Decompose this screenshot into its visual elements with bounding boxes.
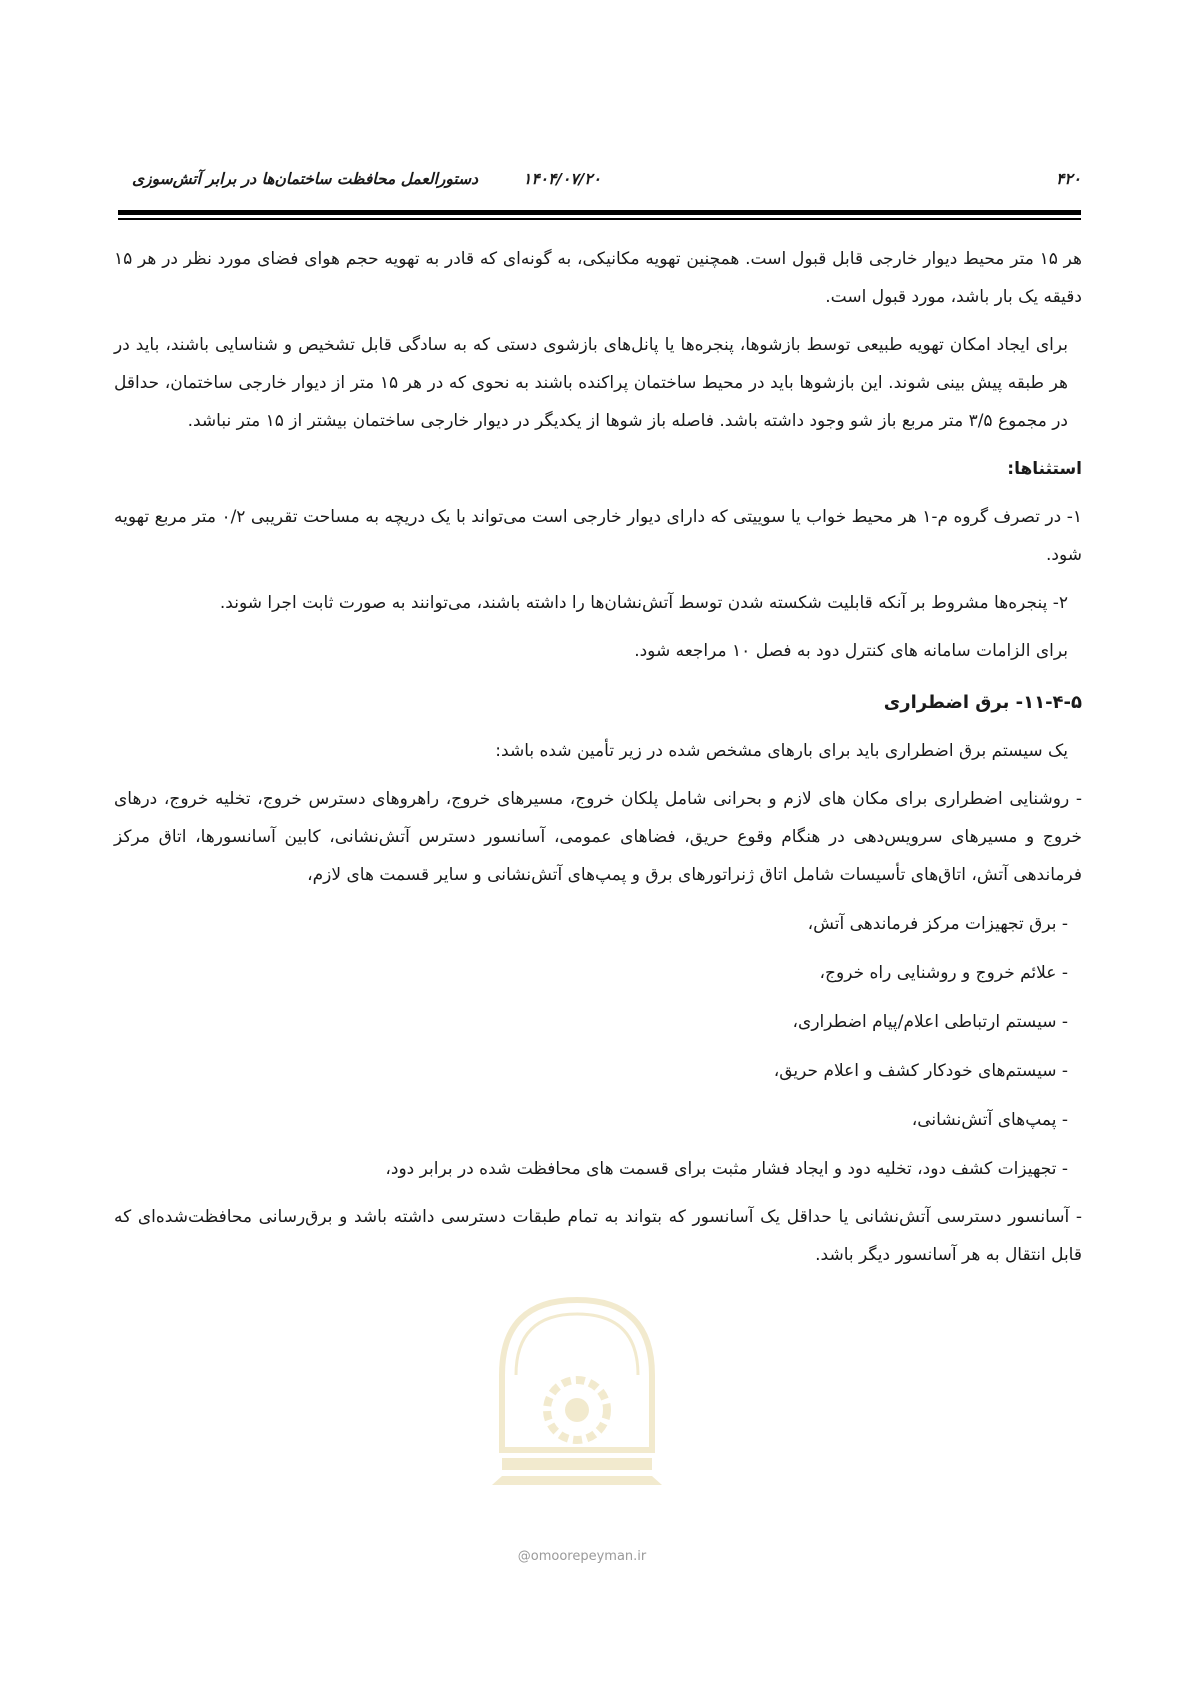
header-rule-thick xyxy=(118,210,1081,215)
paragraph-natural-ventilation: برای ایجاد امکان تهویه طبیعی توسط بازشوها، پنجره‌ها یا پانل‌های بازشوی دستی که به سادگی قابل تشخیص و شناسایی باشند، باید در هر طبقه پیش بینی شوند. این بازشوها باید در محیط ساختمان پراکنده باشند به نحوی که در هر ۱۵ متر از دیوار خارجی ساختمان، حداقل در مجموع ۳/۵ متر مربع باز شو وجود داشته باشد. فاصله باز شوها از یکدیگر در دیوار خارجی ساختمان بیشتر از ۱۵ متر نباشد. xyxy=(114,335,1068,431)
list-item: - برق تجهیزات مرکز فرماندهی آتش، xyxy=(807,914,1068,934)
list-item: - پمپ‌های آتش‌نشانی، xyxy=(911,1110,1068,1130)
emergency-lighting-item: - روشنایی اضطراری برای مکان های لازم و بحرانی شامل پلکان خروج، مسیرهای خروج، راهروهای دسترس خروج، تخلیه خروج، درهای خروج و مسیرهای سرویس‌دهی در هنگام وقوع حریق، فضاهای عمومی، آسانسور دسترس آتش‌نشانی، کابین آسانسورها، اتاق مرکز فرماندهی آتش، اتاق‌های تأسیسات شامل اتاق ژنراتورهای برق و پمپ‌های آتش‌نشانی و سایر قسمت های لازم، xyxy=(114,789,1082,885)
list-item: - سیستم‌های خودکار کشف و اعلام حریق، xyxy=(773,1061,1068,1081)
exception-2: ۲- پنجره‌ها مشروط بر آنکه قابلیت شکسته شدن توسط آتش‌نشان‌ها را داشته باشند، می‌توانند به صورت ثابت اجرا شوند. xyxy=(219,593,1068,613)
list-item: - علائم خروج و روشنایی راه خروج، xyxy=(819,963,1068,983)
body-text xyxy=(114,240,1082,1274)
section-intro: یک سیستم برق اضطراری باید برای بارهای مشخص شده در زیر تأمین شده باشد: xyxy=(495,741,1068,761)
page-number: ۴۲۰ xyxy=(1056,170,1081,188)
exception-1: ۱- در تصرف گروه م-۱ هر محیط خواب یا سوییتی که دارای دیوار خارجی است می‌تواند با یک دریچه به مساحت تقریبی ۰/۲ متر مربع تهویه شود. xyxy=(114,507,1082,565)
section-heading: ۱۱-۴-۵- برق اضطراری xyxy=(883,692,1082,713)
smoke-control-reference: برای الزامات سامانه های کنترل دود به فصل ۱۰ مراجعه شود. xyxy=(634,641,1068,661)
list-item: - تجهیزات کشف دود، تخلیه دود و ایجاد فشار مثبت برای قسمت های محافظت شده در برابر دود، xyxy=(385,1159,1068,1179)
exceptions-label: استثناها: xyxy=(1007,459,1082,479)
elevator-item: - آسانسور دسترسی آتش‌نشانی یا حداقل یک آسانسور که بتواند به تمام طبقات دسترسی داشته باشد و برق‌رسانی محافظت‌شده‌ای که قابل انتقال به هر آسانسور دیگر باشد. xyxy=(114,1207,1082,1265)
paragraph-ventilation-continued: هر ۱۵ متر محیط دیوار خارجی قابل قبول است. همچنین تهویه مکانیکی، به گونه‌ای که قادر به تهویه حجم هوای فضای مورد نظر در هر ۱۵ دقیقه یک بار باشد، مورد قبول است. xyxy=(114,249,1083,307)
header-rule-thin xyxy=(118,218,1081,220)
list-item: - سیستم ارتباطی اعلام/پیام اضطراری، xyxy=(792,1012,1068,1032)
header-date: ۱۴۰۴/۰۷/۲۰ xyxy=(523,170,601,188)
header-title: دستورالعمل محافظت ساختمان‌ها در برابر آتش‌سوزی xyxy=(132,170,478,188)
watermark-site: @omoorepeyman.ir xyxy=(517,1549,647,1564)
watermark-logo-icon xyxy=(482,1280,672,1510)
page-header xyxy=(118,170,1081,196)
